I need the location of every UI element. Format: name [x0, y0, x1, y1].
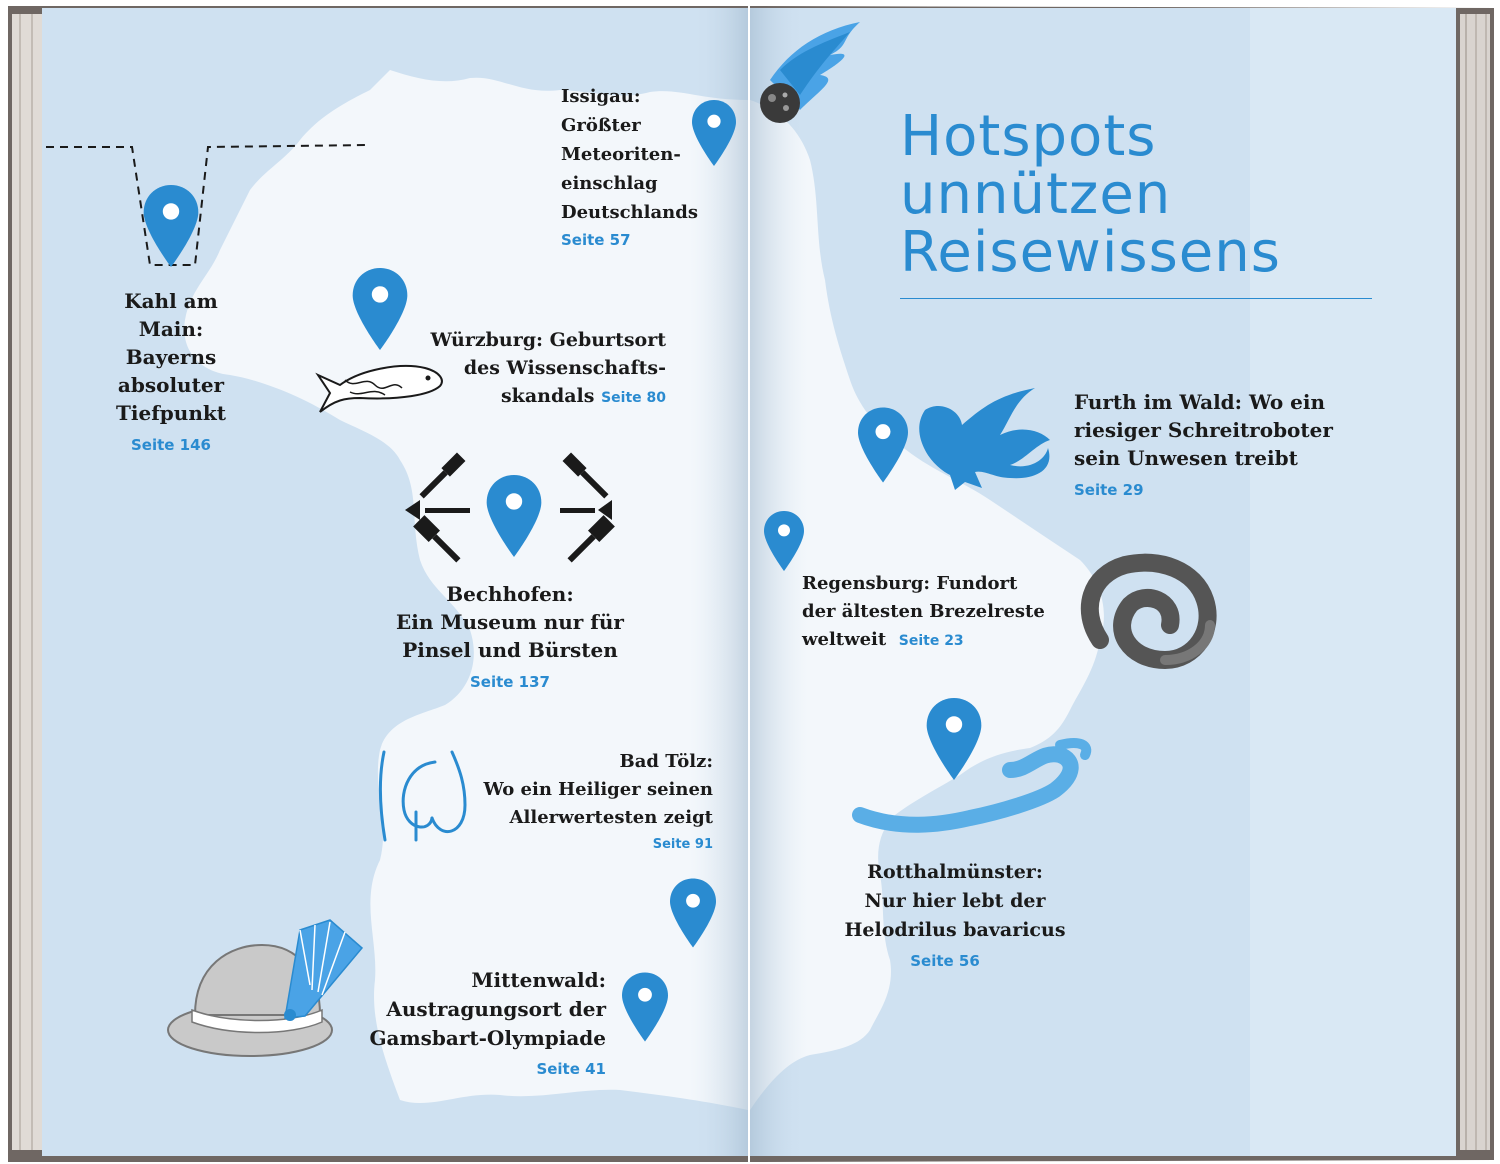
title-line: Reisewissens [900, 220, 1281, 285]
hotspot-text: Tiefpunkt [116, 401, 226, 425]
page-reference: Seite 23 [898, 633, 964, 649]
hotspot-wuerzburg [410, 326, 666, 412]
hotspot-text: skandals [500, 385, 595, 407]
hotspot-text: Nur hier lebt der [864, 890, 1046, 912]
page-reference: Seite 41 [536, 1060, 606, 1078]
hotspot-text: Bayerns [125, 345, 217, 369]
title-rule [900, 298, 1372, 299]
hotspot-text: Main: [138, 317, 204, 341]
title-line: unnützen [900, 162, 1172, 227]
hotspot-text: Kahl am [124, 289, 218, 313]
page-reference: Seite 80 [601, 390, 666, 406]
page-reference: Seite 91 [652, 837, 713, 852]
hotspot-text: einschlag [561, 173, 658, 194]
hotspot-text: Würzburg: Geburtsort [430, 329, 666, 351]
hotspot-text: absoluter [117, 373, 225, 397]
hotspot-text: Gamsbart-Olympiade [369, 1026, 606, 1050]
page-title [900, 104, 1281, 285]
title-line: Hotspots [900, 104, 1157, 169]
hotspot-issigau [561, 82, 701, 253]
hotspot-text: Bad Tölz: [619, 751, 713, 772]
hotspot-text: Bechhofen: [446, 582, 574, 606]
hotspot-text: des Wissenschafts- [463, 357, 666, 379]
hotspot-text: Furth im Wald: Wo ein [1074, 390, 1325, 414]
hotspot-bechhofen [370, 580, 650, 696]
hotspot-badtoelz [470, 748, 713, 858]
hotspot-rotthalmuenster [830, 858, 1080, 976]
hotspot-text: Austragungsort der [386, 997, 606, 1021]
hotspot-text: Größter [561, 115, 641, 136]
hotspot-text: Allerwertesten zeigt [509, 807, 713, 828]
hotspot-text: Rotthalmünster: [867, 861, 1043, 883]
hotspot-text: sein Unwesen treibt [1074, 446, 1298, 470]
hotspot-text: Wo ein Heiliger seinen [483, 779, 713, 800]
hotspot-text: Ein Museum nur für [396, 610, 624, 634]
hotspot-text: Regensburg: Fundort [802, 573, 1018, 594]
hotspot-text: weltweit [802, 629, 887, 650]
hotspot-text: Mittenwald: [471, 968, 606, 992]
hotspot-text: Meteoriten- [561, 144, 681, 165]
page-reference: Seite 29 [1074, 481, 1144, 499]
page-reference: Seite 57 [561, 231, 631, 249]
hotspot-text: Deutschlands [561, 202, 698, 223]
hotspot-kahl [96, 287, 246, 459]
hotspot-text: der ältesten Brezelreste [802, 601, 1045, 622]
hotspot-text: riesiger Schreitroboter [1074, 418, 1333, 442]
hotspot-regensburg [802, 570, 1062, 655]
hotspot-furth [1074, 388, 1374, 504]
hotspot-text: Pinsel und Bürsten [402, 638, 618, 662]
hotspot-text: Helodrilus bavaricus [844, 919, 1066, 941]
hotspot-mittenwald [330, 966, 606, 1084]
hotspot-text: Issigau: [561, 86, 641, 107]
page-reference: Seite 137 [470, 673, 550, 691]
page-reference: Seite 56 [910, 952, 980, 970]
page-reference: Seite 146 [131, 436, 211, 454]
